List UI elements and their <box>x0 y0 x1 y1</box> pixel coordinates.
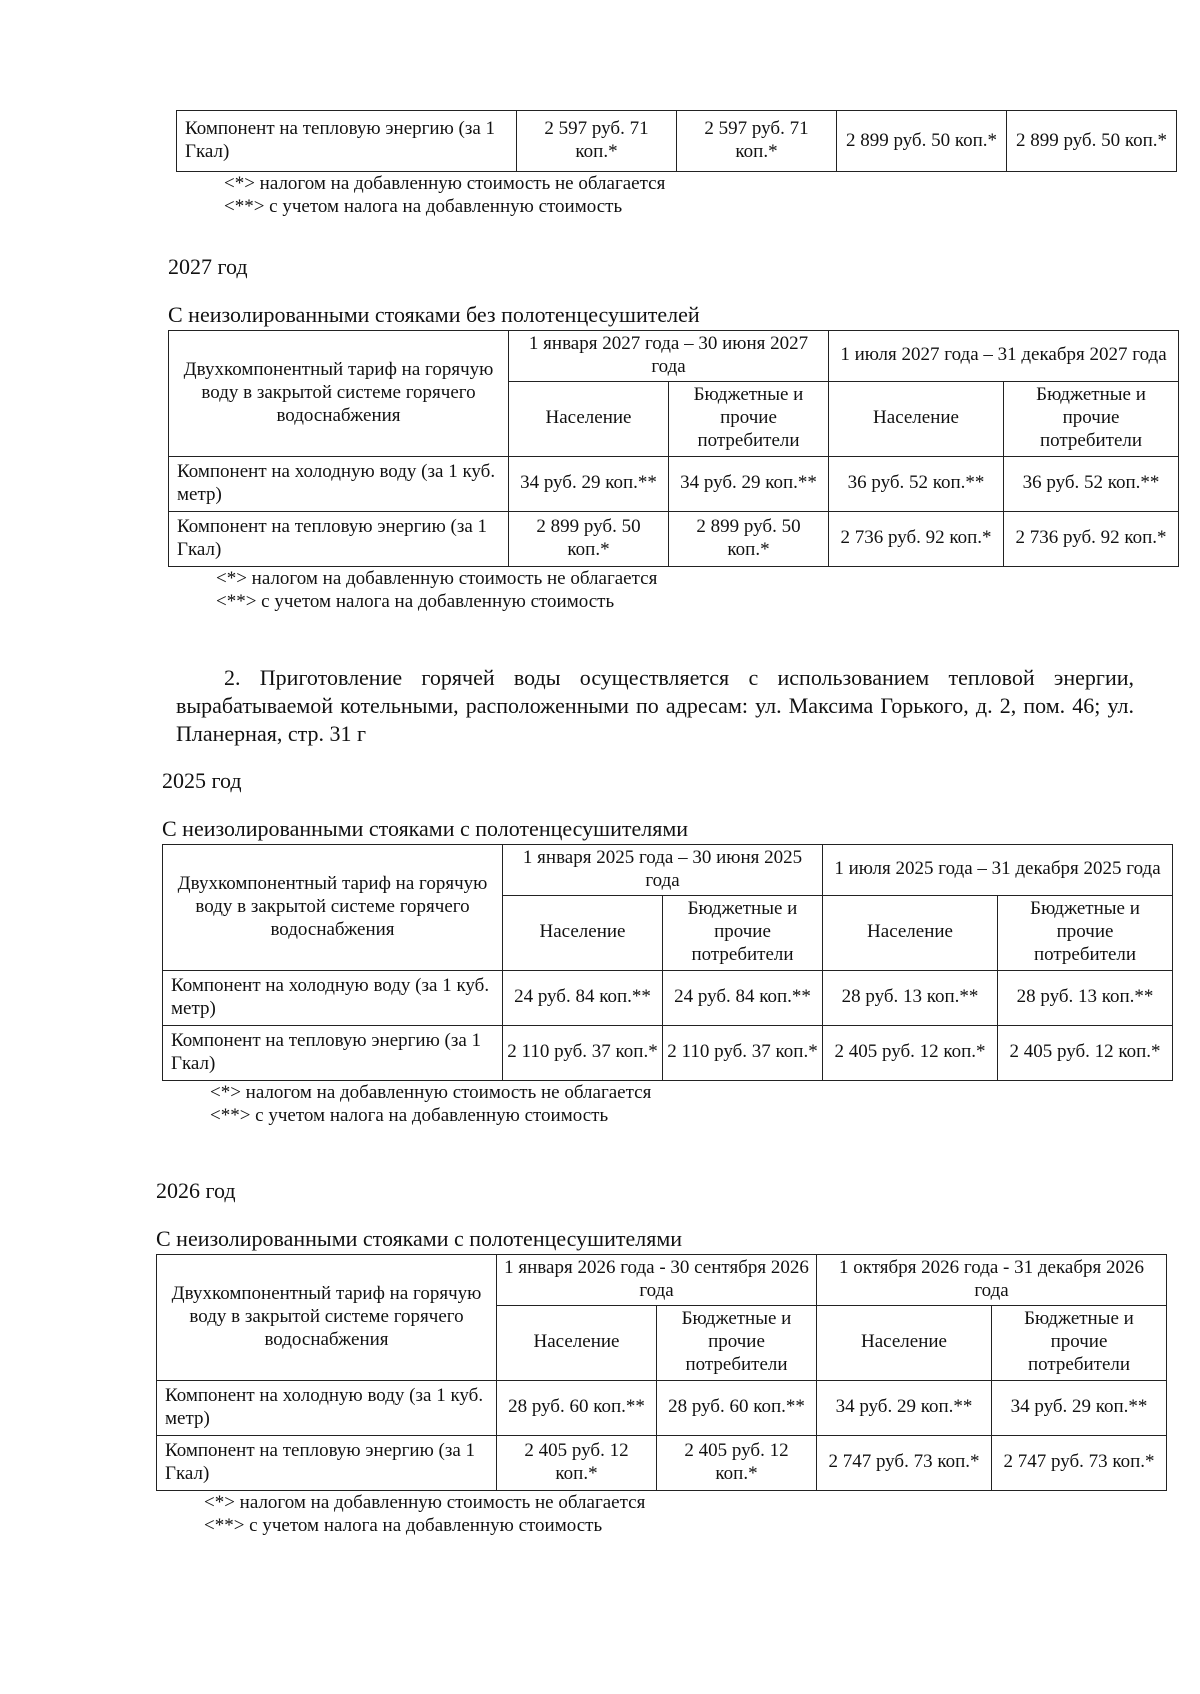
footnote-vat-exempt: <*> налогом на добавленную стоимость не облагается <box>224 173 666 194</box>
row-label: Компонент на холодную воду (за 1 куб. метр) <box>157 1380 497 1435</box>
tariff-value: 2 747 руб. 73 коп.* <box>817 1435 992 1490</box>
row-label: Компонент на холодную воду (за 1 куб. метр) <box>169 456 509 511</box>
tariff-table <box>156 1254 1167 1491</box>
table-header-label: Двухкомпонентный тариф на горячую воду в закрытой системе горячего водоснабжения <box>169 331 509 457</box>
col-population: Население <box>817 1305 992 1380</box>
tariff-value: 2 899 руб. 50 коп.* <box>1007 111 1177 172</box>
footnote-vat-included: <**> с учетом налога на добавленную стоимость <box>210 1104 609 1126</box>
section-subtitle: С неизолированными стояками без полотенцесушителей <box>168 302 700 327</box>
period-header: 1 января 2026 года - 30 сентября 2026 года <box>497 1255 817 1306</box>
period-header: 1 июля 2025 года – 31 декабря 2025 года <box>823 845 1173 896</box>
row-label: Компонент на тепловую энергию (за 1 Гкал) <box>169 511 509 566</box>
tariff-value: 2 110 руб. 37 коп.* <box>503 1025 663 1080</box>
footnote-vat-exempt: <*> налогом на добавленную стоимость не облагается <box>216 567 658 589</box>
footnote-vat-included: <**> с учетом налога на добавленную стоимость <box>216 590 615 612</box>
row-label: Компонент на холодную воду (за 1 куб. метр) <box>163 970 503 1025</box>
tariff-value: 2 597 руб. 71 коп.* <box>517 111 677 172</box>
section-subtitle: С неизолированными стояками с полотенцесушителями <box>156 1226 683 1251</box>
tariff-value: 2 736 руб. 92 коп.* <box>829 511 1004 566</box>
section-subtitle: С неизолированными стояками с полотенцесушителями <box>162 816 689 841</box>
tariff-value: 2 405 руб. 12 коп.* <box>497 1435 657 1490</box>
tariff-value: 24 руб. 84 коп.** <box>503 970 663 1025</box>
tariff-value: 2 405 руб. 12 коп.* <box>823 1025 998 1080</box>
table-row <box>157 1435 1167 1490</box>
period-header: 1 января 2027 года – 30 июня 2027 года <box>509 331 829 382</box>
tariff-value: 34 руб. 29 коп.** <box>817 1380 992 1435</box>
table-row <box>169 331 1179 382</box>
section-2025 <box>162 768 1173 1127</box>
col-population: Население <box>829 381 1004 456</box>
tariff-value: 2 899 руб. 50 коп.* <box>509 511 669 566</box>
tariff-value: 28 руб. 13 коп.** <box>998 970 1173 1025</box>
table-row <box>157 1255 1167 1306</box>
footnote-vat-included: <**> с учетом налога на добавленную стоимость <box>204 1514 603 1536</box>
section-year: 2027 год <box>168 254 248 279</box>
table-row <box>163 845 1173 896</box>
paragraph-2: 2. Приготовление горячей воды осуществляется с использованием тепловой энергии, вырабатываемой котельными, расположенными по адресам: ул. Максима Горького, д. 2, пом. 46; ул. Планерная, стр. 31 г <box>176 665 1134 746</box>
tariff-value: 36 руб. 52 коп.** <box>1004 456 1179 511</box>
col-population: Население <box>497 1305 657 1380</box>
table-header-label: Двухкомпонентный тариф на горячую воду в закрытой системе горячего водоснабжения <box>163 845 503 971</box>
col-other-consumers: Бюджетные и прочие потребители <box>657 1305 817 1380</box>
footnote-vat-exempt: <*> налогом на добавленную стоимость не облагается <box>210 1081 652 1103</box>
tariff-value: 28 руб. 13 коп.** <box>823 970 998 1025</box>
period-header: 1 октября 2026 года - 31 декабря 2026 года <box>817 1255 1167 1306</box>
col-other-consumers: Бюджетные и прочие потребители <box>663 895 823 970</box>
tariff-value: 34 руб. 29 коп.** <box>509 456 669 511</box>
row-label: Компонент на тепловую энергию (за 1 Гкал) <box>163 1025 503 1080</box>
tariff-value: 2 597 руб. 71 коп.* <box>677 111 837 172</box>
table-row <box>169 511 1179 566</box>
section-2026 <box>156 1178 1167 1537</box>
col-other-consumers: Бюджетные и прочие потребители <box>992 1305 1167 1380</box>
top-fragment <box>176 110 1177 218</box>
footnote-vat-exempt: <*> налогом на добавленную стоимость не облагается <box>204 1491 646 1513</box>
section-year: 2025 год <box>162 768 242 793</box>
tariff-value: 2 405 руб. 12 коп.* <box>657 1435 817 1490</box>
footnote-vat-included: <**> с учетом налога на добавленную стоимость <box>224 196 623 217</box>
top-fragment-table <box>176 110 1177 172</box>
tariff-value: 2 110 руб. 37 коп.* <box>663 1025 823 1080</box>
tariff-value: 2 899 руб. 50 коп.* <box>669 511 829 566</box>
table-row <box>163 970 1173 1025</box>
table-row <box>177 111 1177 172</box>
table-row <box>169 456 1179 511</box>
col-other-consumers: Бюджетные и прочие потребители <box>1004 381 1179 456</box>
tariff-value: 34 руб. 29 коп.** <box>992 1380 1167 1435</box>
table-row <box>157 1380 1167 1435</box>
period-header: 1 января 2025 года – 30 июня 2025 года <box>503 845 823 896</box>
section-2027 <box>168 254 1179 613</box>
col-population: Население <box>823 895 998 970</box>
tariff-value: 2 736 руб. 92 коп.* <box>1004 511 1179 566</box>
tariff-value: 28 руб. 60 коп.** <box>657 1380 817 1435</box>
tariff-value: 28 руб. 60 коп.** <box>497 1380 657 1435</box>
row-label: Компонент на тепловую энергию (за 1 Гкал) <box>157 1435 497 1490</box>
col-other-consumers: Бюджетные и прочие потребители <box>998 895 1173 970</box>
col-other-consumers: Бюджетные и прочие потребители <box>669 381 829 456</box>
tariff-value: 2 899 руб. 50 коп.* <box>837 111 1007 172</box>
table-header-label: Двухкомпонентный тариф на горячую воду в закрытой системе горячего водоснабжения <box>157 1255 497 1381</box>
tariff-value: 2 747 руб. 73 коп.* <box>992 1435 1167 1490</box>
period-header: 1 июля 2027 года – 31 декабря 2027 года <box>829 331 1179 382</box>
tariff-value: 24 руб. 84 коп.** <box>663 970 823 1025</box>
tariff-value: 34 руб. 29 коп.** <box>669 456 829 511</box>
tariff-value: 36 руб. 52 коп.** <box>829 456 1004 511</box>
col-population: Население <box>503 895 663 970</box>
section-year: 2026 год <box>156 1178 236 1203</box>
tariff-value: 2 405 руб. 12 коп.* <box>998 1025 1173 1080</box>
tariff-table <box>168 330 1179 567</box>
tariff-table <box>162 844 1173 1081</box>
row-label: Компонент на тепловую энергию (за 1 Гкал) <box>177 111 517 172</box>
col-population: Население <box>509 381 669 456</box>
table-row <box>163 1025 1173 1080</box>
